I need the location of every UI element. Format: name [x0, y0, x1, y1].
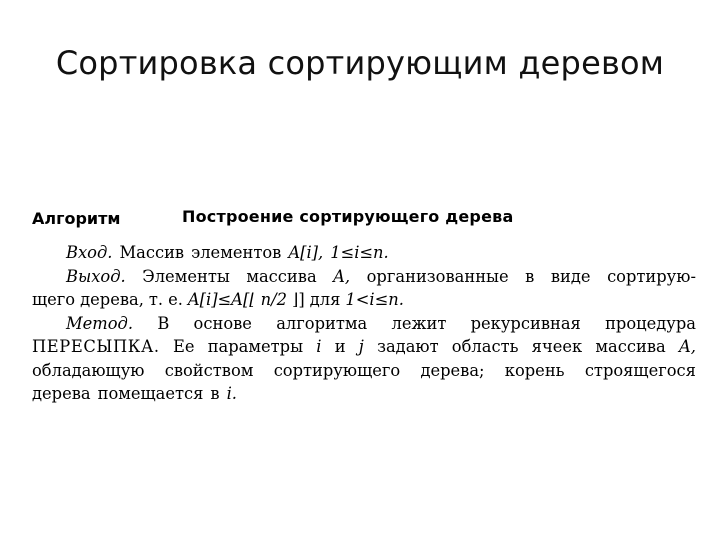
word: е.	[168, 290, 183, 309]
word: в	[210, 384, 220, 403]
algorithm-line-input	[32, 241, 696, 265]
algorithm-header	[32, 205, 696, 231]
word: лежит	[391, 313, 447, 333]
word: алгоритма	[276, 313, 368, 333]
word: помещается	[97, 384, 204, 403]
word: ячеек	[531, 337, 583, 356]
word: дерева	[32, 384, 91, 403]
word: A[i],	[288, 243, 324, 262]
word: дерева;	[420, 360, 485, 380]
word: т.	[148, 290, 164, 309]
word: обладающую	[32, 360, 145, 380]
word: щего	[32, 290, 76, 309]
word: основе	[193, 313, 252, 333]
word: строящегося	[584, 360, 696, 380]
word: элементов	[191, 243, 282, 262]
algorithm-line-method-cont-3	[32, 382, 696, 406]
word: массива	[595, 337, 666, 356]
word: 1<i≤n.	[345, 290, 404, 309]
word: организованные	[366, 266, 509, 286]
word: задают	[377, 337, 439, 356]
word: ⌋]	[292, 290, 305, 309]
word: свойством	[164, 360, 254, 380]
word: дерева,	[80, 290, 144, 309]
word: A,	[333, 266, 351, 286]
word: и	[334, 337, 346, 356]
word: Ее	[172, 337, 195, 356]
word: в	[525, 266, 535, 286]
word: процедура	[605, 313, 696, 333]
word: В	[157, 313, 170, 333]
word: корень	[504, 360, 565, 380]
word: j	[358, 337, 364, 356]
word: Вход.	[66, 243, 113, 262]
word: виде	[550, 266, 591, 286]
word: i.	[226, 384, 237, 403]
word: сортирующего	[273, 360, 401, 380]
word: Элементы	[142, 266, 230, 286]
algorithm-line-output-cont	[32, 288, 696, 312]
slide-title: Сортировка сортирующим деревом	[55, 44, 665, 82]
algorithm-body	[32, 241, 696, 406]
word: для	[309, 290, 341, 309]
algorithm-heading: Построение сортирующего дерева	[182, 207, 514, 226]
word: рекурсивная	[470, 313, 581, 333]
word: массива	[246, 266, 317, 286]
algorithm-line-method	[32, 312, 696, 336]
word: Метод.	[66, 313, 134, 333]
algorithm-line-output	[32, 265, 696, 289]
word: 1≤i≤n.	[330, 243, 389, 262]
word: область	[451, 337, 519, 356]
algorithm-line-method-cont-1	[32, 335, 696, 359]
algorithm-line-method-cont-2	[32, 359, 696, 383]
word: n/2	[260, 290, 287, 309]
word: A,	[678, 337, 696, 356]
word: параметры	[207, 337, 304, 356]
algorithm-label: Алгоритм	[32, 209, 121, 228]
word: ПЕРЕСЫПКА.	[32, 337, 160, 356]
scanned-algorithm-excerpt	[32, 205, 696, 406]
word: i	[316, 337, 322, 356]
word: сортирую-	[607, 266, 696, 286]
word: A[i]≤A[⌊	[187, 290, 256, 309]
word: Массив	[119, 243, 185, 262]
word: Выход.	[66, 266, 126, 286]
